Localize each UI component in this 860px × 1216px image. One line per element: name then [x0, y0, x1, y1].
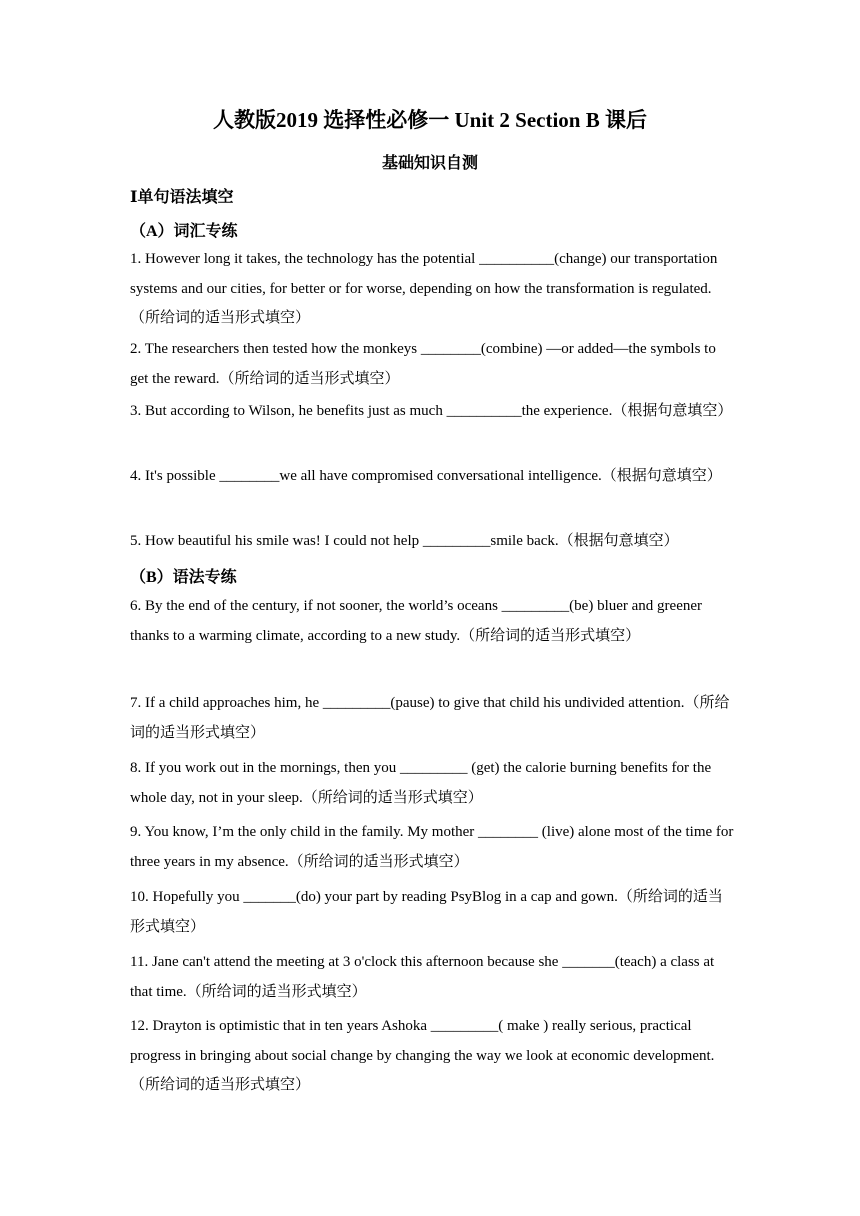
part-a-heading: （A）词汇专练	[130, 223, 238, 240]
document-subtitle: 基础知识自测	[381, 155, 478, 172]
question-8: 8. If you work out in the mornings, then you _________ (get) the calorie burning benefits for the whole day, not in your sleep.（所给词的适当形式填空）	[130, 760, 712, 806]
question-3: 3. But according to Wilson, he benefits just as much __________the experience.（根据句意填空）	[130, 403, 733, 419]
question-2: 2. The researchers then tested how the monkeys ________(combine) —or added—the symbols to get the reward.（所给词的适当形式填空）	[130, 341, 716, 387]
question-5: 5. How beautiful his smile was! I could not help _________smile back.（根据句意填空）	[130, 533, 679, 549]
document-title: 人教版2019 选择性必修一 Unit 2 Section B 课后	[212, 108, 647, 132]
question-10: 10. Hopefully you _______(do) your part by reading PsyBlog in a cap and gown.（所给词的适当形式填空）	[130, 889, 723, 935]
section-heading: Ⅰ单句语法填空	[130, 189, 234, 206]
question-4: 4. It's possible ________we all have compromised conversational intelligence.（根据句意填空）	[130, 468, 722, 484]
question-1: 1. However long it takes, the technology has the potential __________(change) our transportation systems and our cities, for better or for worse, depending on how the transformation is regulated.（所给词的适当形式填空）	[130, 251, 718, 326]
question-11: 11. Jane can't attend the meeting at 3 o'clock this afternoon because she _______(teach) a class at that time.（所给词的适当形式填空）	[130, 954, 715, 1000]
question-6: 6. By the end of the century, if not sooner, the world’s oceans _________(be) bluer and greener thanks to a warming climate, according to a new study.（所给词的适当形式填空）	[130, 598, 703, 644]
question-9: 9. You know, I’m the only child in the family. My mother ________ (live) alone most of the time for three years in my absence.（所给词的适当形式填空）	[130, 824, 734, 870]
question-7: 7. If a child approaches him, he _________(pause) to give that child his undivided attention.（所给词的适当形式填空）	[130, 695, 730, 741]
part-b-heading: （B）语法专练	[130, 569, 237, 586]
question-12: 12. Drayton is optimistic that in ten years Ashoka _________( make ) really serious, practical progress in bringing about social change by changing the way we look at economic development.（所给词的适当形式填空）	[130, 1018, 715, 1093]
